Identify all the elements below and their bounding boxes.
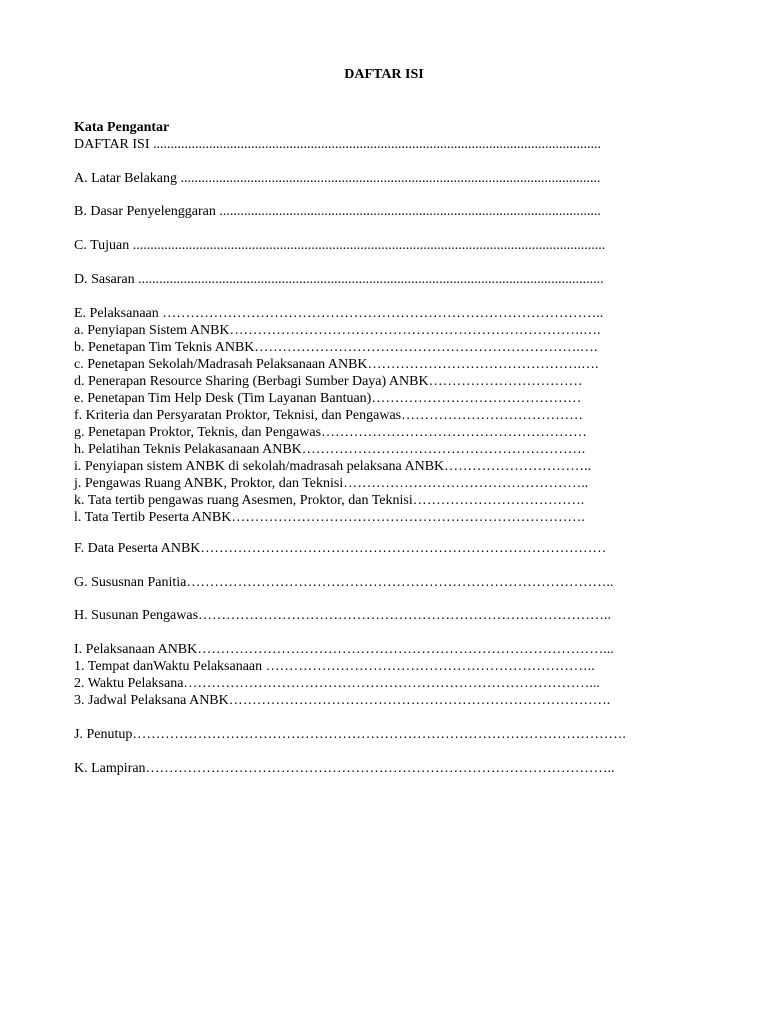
toc-entry-lampiran: K. Lampiran……………………………………………………………………………………….. (74, 761, 615, 776)
toc-entry-kata-pengantar: Kata Pengantar (74, 120, 170, 135)
toc-entry-sub-b: b. Penetapan Tim Teknis ANBK…………………………………………………………….…. (74, 340, 598, 355)
toc-entry-sub-j: j. Pengawas Ruang ANBK, Proktor, dan Teknisi…………………………………………….. (74, 476, 589, 491)
toc-entry-sub-3: 3. Jadwal Pelaksana ANBK………………………………………………………………………. (74, 693, 611, 708)
toc-entry-daftar-isi: DAFTAR ISI ................................................................................................................................ (74, 137, 601, 152)
toc-entry-sub-k: k. Tata tertib pengawas ruang Asesmen, Proktor, dan Teknisi………………………………. (74, 493, 585, 508)
toc-entry-penutup: J. Penutup……………………………………………………………………………………………. (74, 727, 626, 742)
toc-entry-sub-e: e. Penetapan Tim Help Desk (Tim Layanan Bantuan)……………………………………… (74, 391, 582, 406)
toc-entry-sub-g: g. Penetapan Proktor, Teknis, dan Pengawas………………………………………………… (74, 425, 588, 440)
page-title: DAFTAR ISI (344, 67, 424, 82)
toc-entry-sub-a: a. Penyiapan Sistem ANBK………………………………………………………………….…. (74, 323, 601, 338)
toc-entry-sub-i: i. Penyiapan sistem ANBK di sekolah/madrasah pelaksana ANBK………………………….. (74, 459, 592, 474)
toc-entry-tujuan: C. Tujuan ....................................................................................................................................... (74, 238, 606, 253)
toc-entry-latar-belakang: A. Latar Belakang ........................................................................................................................ (74, 171, 601, 186)
toc-entry-data-peserta: F. Data Peserta ANBK…………………………………………………………………………… (74, 541, 607, 556)
toc-entry-sub-d: d. Penerapan Resource Sharing (Berbagi Sumber Daya) ANBK…………………………… (74, 374, 583, 389)
toc-entry-sub-c: c. Penetapan Sekolah/Madrasah Pelaksanaan ANBK……………………………………….…. (74, 357, 599, 372)
toc-entry-sub-l: l. Tata Tertib Peserta ANBK…………………………………………………………………. (74, 510, 585, 525)
toc-entry-sub-1: 1. Tempat danWaktu Pelaksanaan …………………………………………………………….. (74, 659, 595, 674)
toc-entry-pelaksanaan: E. Pelaksanaan ………………………………………………………………………………….. (74, 306, 604, 321)
toc-entry-sub-f: f. Kriteria dan Persyaratan Proktor, Teknisi, dan Pengawas………………………………… (74, 408, 584, 423)
toc-entry-sub-h: h. Pelatihan Teknis Pelakasanaan ANBK……………………………………………………. (74, 442, 586, 457)
toc-entry-susunan-panitia: G. Sususnan Panitia……………………………………………………………………………….. (74, 575, 614, 590)
toc-entry-dasar-penyelenggaran: B. Dasar Penyelenggaran ............................................................................................................. (74, 204, 601, 219)
toc-entry-sasaran: D. Sasaran ..................................................................................................................................... (74, 272, 604, 287)
toc-entry-pelaksanaan-anbk: I. Pelaksanaan ANBK……………………………………………………………………………... (74, 642, 614, 657)
toc-entry-susunan-pengawas: H. Susunan Pengawas…………………………………………………………………………….. (74, 608, 612, 623)
toc-entry-sub-2: 2. Waktu Pelaksana……………………………………………………………………………... (74, 676, 600, 691)
